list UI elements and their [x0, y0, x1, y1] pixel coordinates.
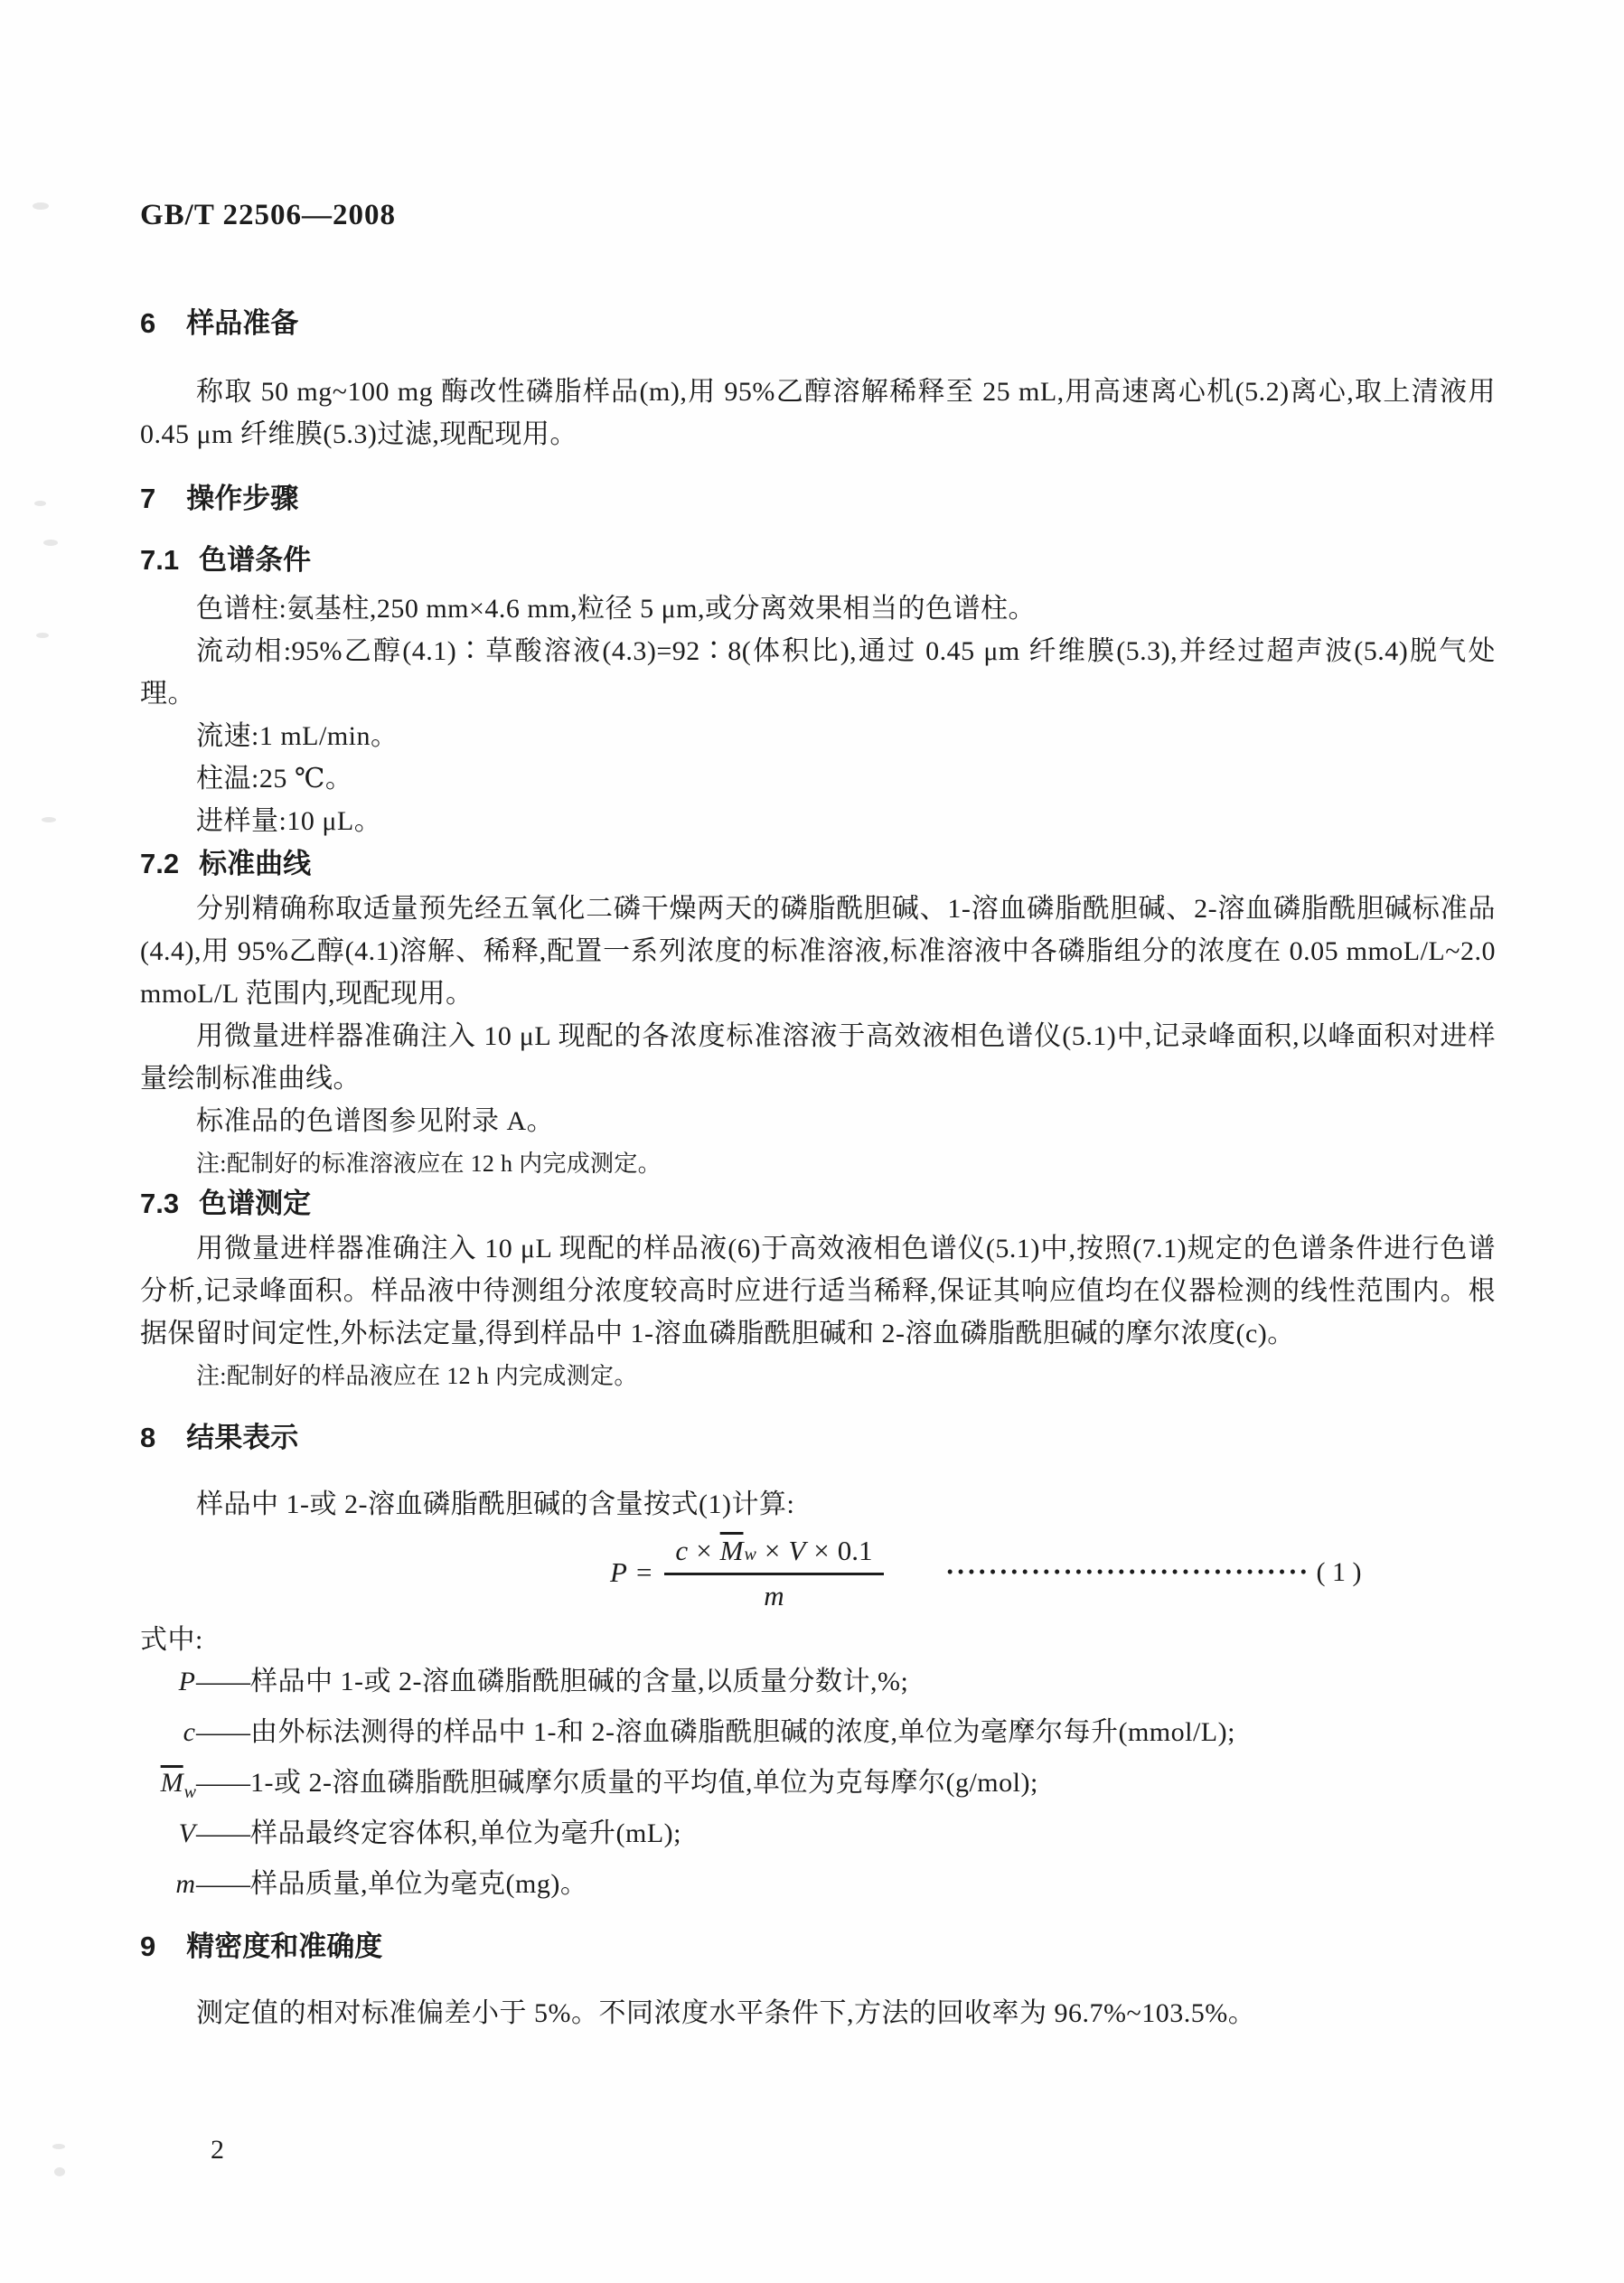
section-8-number: 8 [140, 1422, 156, 1453]
section-7-2-heading [140, 846, 1496, 882]
precision-paragraph: 测定值的相对标准偏差小于 5%。不同浓度水平条件下,方法的回收率为 96.7%~103.5%。 [196, 1998, 1256, 2028]
injection-volume-line: 进样量:10 μL。 [196, 806, 382, 836]
symbol-c: c [675, 1535, 689, 1566]
symbol-definition-V [140, 1813, 1496, 1864]
definition-text: 1-或 2-溶血磷脂酰胆碱摩尔质量的平均值,单位为克每摩尔(g/mol); [250, 1768, 1038, 1798]
where-label: 式中: [140, 1625, 203, 1655]
symbol-M-bar: $\overline{M}$ [719, 1535, 744, 1566]
sample-solution-note: 注:配制好的样品液应在 12 h 内完成测定。 [196, 1363, 638, 1389]
standard-solution-note: 注:配制好的标准溶液应在 12 h 内完成测定。 [196, 1151, 662, 1177]
scan-artifact [54, 2167, 65, 2176]
symbol-m: m [764, 1580, 784, 1611]
symbol-V: V [788, 1535, 806, 1566]
times-sign: × [813, 1535, 830, 1566]
scan-artifact [42, 817, 56, 822]
section-7-number: 7 [140, 483, 156, 514]
symbol-definition-m [140, 1864, 1496, 1914]
subscript-w: w [183, 1782, 196, 1802]
section-7-2-title: 标准曲线 [199, 848, 312, 879]
dot-leader: •••••••••••••••••••••••••••••••••• [946, 1563, 1311, 1582]
formula-fraction [664, 1535, 883, 1610]
definition-dash: —— [196, 1667, 250, 1696]
symbol-definition-c [140, 1712, 1496, 1762]
definition-dash: —— [196, 1869, 250, 1899]
section-8-title: 结果表示 [186, 1422, 299, 1453]
section-7-3-heading [140, 1186, 1496, 1222]
section-6-heading [140, 305, 1496, 342]
section-7-title: 操作步骤 [186, 483, 299, 514]
standard-prep-paragraph: 分别精确称取适量预先经五氧化二磷干燥两天的磷脂酰胆碱、1-溶血磷脂酰胆碱、2-溶血磷脂酰胆碱标准品(4.4),用 95%乙醇(4.1)溶解、稀释,配置一系列浓度的标准溶液,标准溶液中各磷脂组分的浓度在 0.05 mmoL/L~2.0 mmoL/L 范围内,现配现用。 [140, 894, 1496, 1009]
symbol-m: m [175, 1869, 195, 1899]
section-9-title: 精密度和准确度 [186, 1931, 383, 1962]
formula-intro-line: 样品中 1-或 2-溶血磷脂酰胆碱的含量按式(1)计算: [196, 1489, 795, 1519]
times-sign: × [764, 1535, 781, 1566]
definition-text: 样品中 1-或 2-溶血磷脂酰胆碱的含量,以质量分数计,%; [250, 1667, 909, 1696]
doc-number: GB/T 22506—2008 [140, 199, 397, 231]
section-6-title: 样品准备 [186, 307, 299, 339]
definition-dash: —— [196, 1818, 250, 1848]
definition-dash: —— [196, 1768, 250, 1798]
scan-artifact [36, 633, 49, 638]
scan-artifact [34, 501, 46, 506]
symbol-definition-P [140, 1661, 1496, 1712]
scan-artifact [33, 202, 49, 210]
symbol-c: c [183, 1717, 195, 1747]
scan-artifact [43, 540, 58, 546]
symbol-M-bar: $\overline{M}$ [160, 1768, 183, 1798]
definition-text: 样品最终定容体积,单位为毫升(mL); [250, 1818, 681, 1848]
equation-1 [610, 1535, 1496, 1610]
section-8-heading [140, 1420, 1496, 1456]
fraction-numerator [664, 1535, 883, 1575]
column-temp-line: 柱温:25 ℃。 [196, 764, 353, 794]
symbol-definition-Mw [140, 1762, 1496, 1813]
symbol-P: P [178, 1667, 195, 1696]
annex-reference-line: 标准品的色谱图参见附录 A。 [196, 1106, 555, 1136]
formula-lhs: P [610, 1556, 627, 1588]
section-7-2-number: 7.2 [140, 848, 180, 879]
flow-rate-line: 流速:1 mL/min。 [196, 721, 399, 751]
page-number: 2 [211, 2135, 224, 2165]
section-9-number: 9 [140, 1931, 156, 1962]
equation-number: ( 1 ) [1316, 1556, 1362, 1587]
equals-sign: = [635, 1556, 652, 1588]
definition-text: 样品质量,单位为毫克(mg)。 [250, 1869, 588, 1899]
section-7-1-number: 7.1 [140, 544, 180, 576]
section-9-heading [140, 1929, 1496, 1965]
section-7-heading [140, 481, 1496, 517]
section-7-1-heading [140, 542, 1496, 578]
section-7-1-title: 色谱条件 [199, 544, 312, 576]
scan-artifact [52, 2144, 65, 2149]
mobile-phase-paragraph: 流动相:95%乙醇(4.1)∶草酸溶液(4.3)=92∶8(体积比),通过 0.45 μm 纤维膜(5.3),并经过超声波(5.4)脱气处理。 [140, 636, 1496, 709]
standard-injection-paragraph: 用微量进样器准确注入 10 μL 现配的各浓度标准溶液于高效液相色谱仪(5.1)中,记录峰面积,以峰面积对进样量绘制标准曲线。 [140, 1021, 1496, 1094]
definition-dash: —— [196, 1717, 250, 1747]
section-6-paragraph: 称取 50 mg~100 mg 酶改性磷脂样品(m),用 95%乙醇溶解稀释至 25 mL,用高速离心机(5.2)离心,取上清液用 0.45 μm 纤维膜(5.3)过滤,现配现用。 [140, 377, 1496, 449]
subscript-w: w [744, 1545, 756, 1564]
column-spec-paragraph: 色谱柱:氨基柱,250 mm×4.6 mm,粒径 5 μm,或分离效果相当的色谱柱。 [196, 594, 1037, 624]
constant-0-1: 0.1 [837, 1535, 873, 1566]
section-7-3-number: 7.3 [140, 1188, 180, 1219]
definition-text: 由外标法测得的样品中 1-和 2-溶血磷脂酰胆碱的浓度,单位为毫摩尔每升(mmol/L); [250, 1717, 1235, 1747]
times-sign: × [696, 1535, 712, 1566]
section-7-3-title: 色谱测定 [199, 1188, 312, 1219]
sample-measurement-paragraph: 用微量进样器准确注入 10 μL 现配的样品液(6)于高效液相色谱仪(5.1)中,按照(7.1)规定的色谱条件进行色谱分析,记录峰面积。样品液中待测组分浓度较高时应进行适当稀释,保证其响应值均在仪器检测的线性范围内。根据保留时间定性,外标法定量,得到样品中 1-溶血磷脂酰胆碱和 2-溶血磷脂酰胆碱的摩尔浓度(c)。 [140, 1234, 1496, 1348]
section-6-number: 6 [140, 307, 156, 339]
symbol-V: V [178, 1818, 195, 1848]
